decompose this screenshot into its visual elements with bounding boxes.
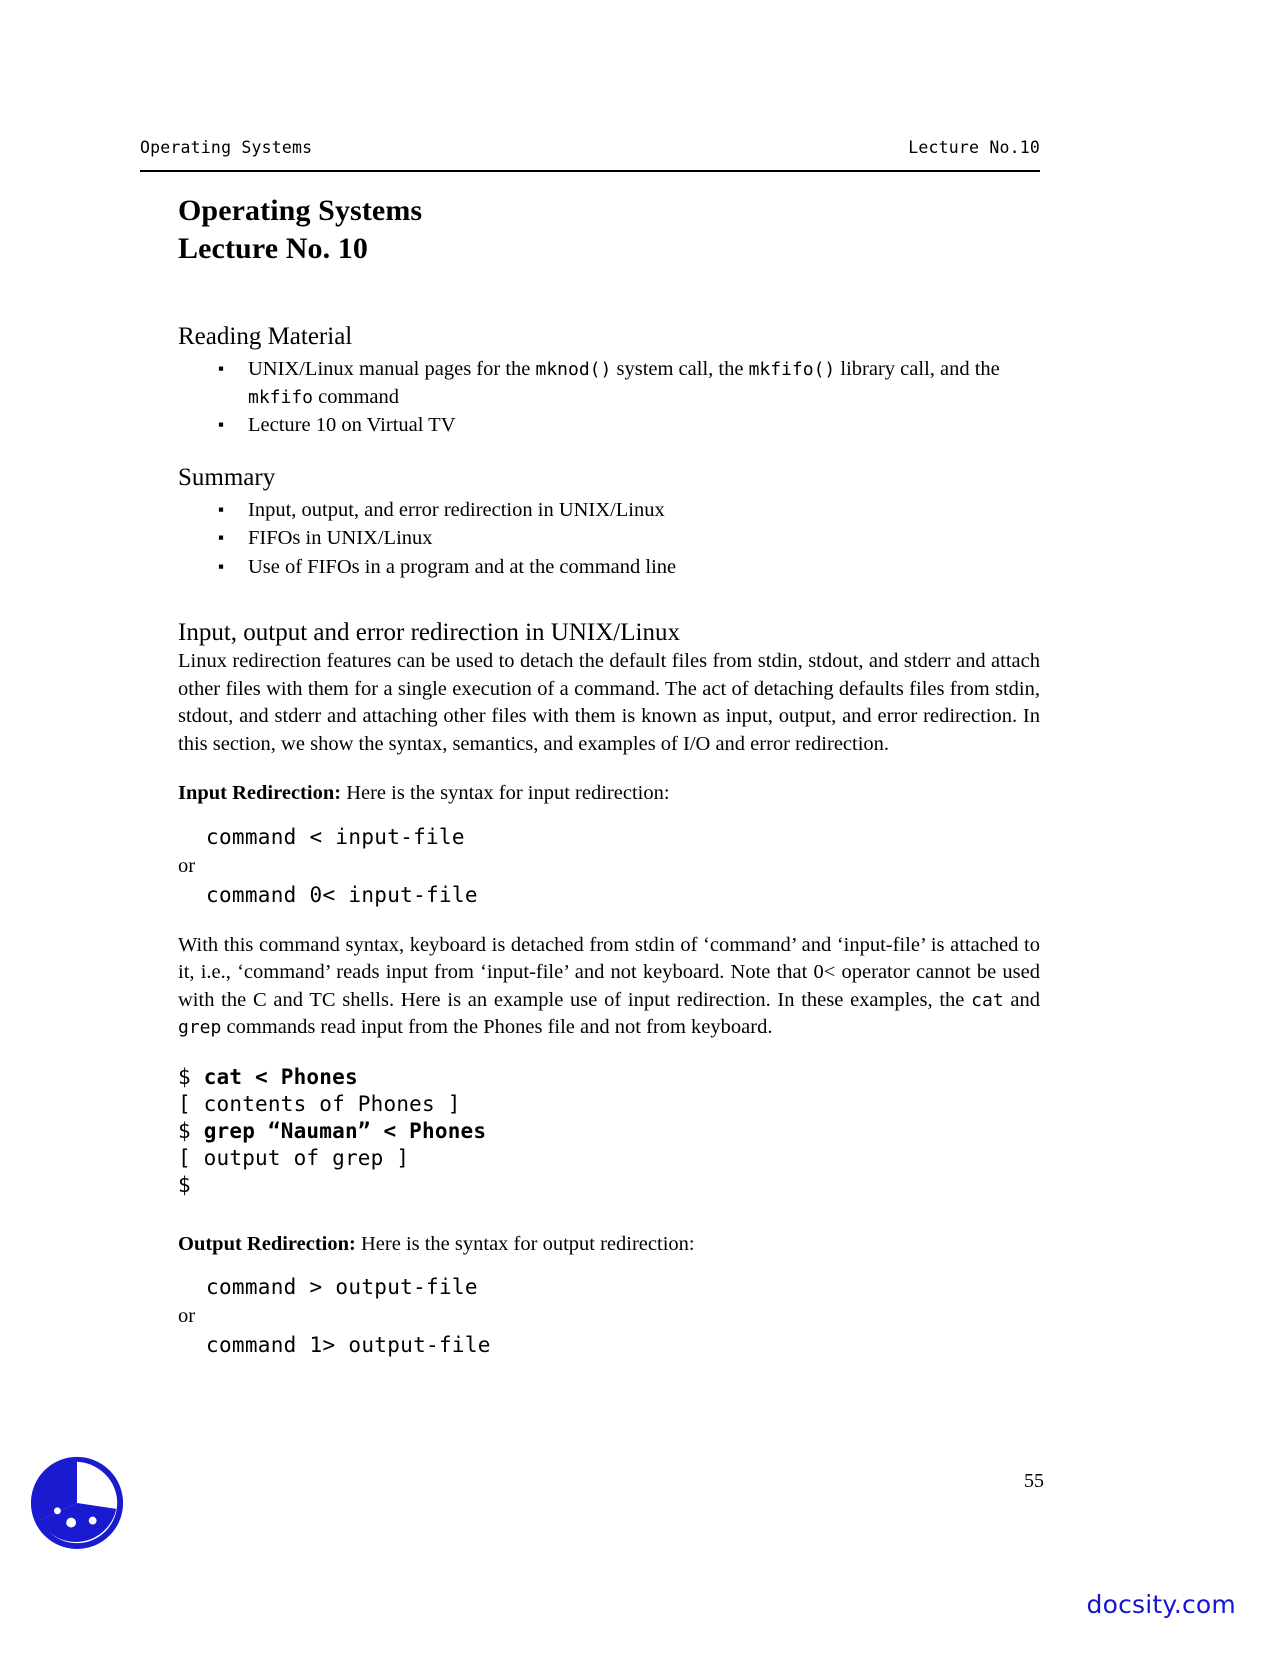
summary-list (178, 497, 1040, 582)
terminal-output: [ output of grep ] (178, 1145, 410, 1170)
terminal-line (178, 1064, 1040, 1091)
output-redirection-syntax-2: command 1> output-file (206, 1333, 491, 1357)
bullet-text: Lecture 10 on Virtual TV (248, 414, 456, 436)
bullet-text: Input, output, and error redirection in UNIX/Linux (248, 498, 665, 521)
list-item (218, 525, 1040, 553)
bullet-text: UNIX/Linux manual pages for the mknod() system call, the mkfifo() library call, and the mkfifo command (248, 358, 1000, 408)
terminal-line (178, 1145, 1040, 1172)
page-title-line2: Lecture No. 10 (178, 232, 368, 265)
docsity-watermark: docsity.com (1086, 1590, 1236, 1619)
document-body (178, 192, 1040, 1360)
running-head-right: Lecture No.10 (908, 138, 1040, 157)
input-redirection-syntax-2: command 0< input-file (206, 882, 478, 907)
running-head-left: Operating Systems (140, 138, 313, 157)
input-redirection-syntax-1: command < input-file (206, 824, 465, 849)
list-item (218, 497, 1040, 525)
terminal-prompt: $ (178, 1118, 204, 1143)
redirection-intro-paragraph: Linux redirection features can be used to detach the default files from stdin, stdout, and stderr and attach other files with them for a single execution of a command. The act of detaching defaults files from stdin, stdout, and stderr and attaching other files with them is known as input, output, and error redirection. In this section, we show the syntax, semantics, and examples of I/O and error redirection. (178, 650, 1040, 755)
page-title-line1: Operating Systems (178, 194, 423, 227)
terminal-command: grep “Nauman” < Phones (203, 1118, 487, 1143)
terminal-prompt: $ (178, 1064, 204, 1089)
terminal-line (178, 1091, 1040, 1118)
output-redirection-syntax-1: command > output-file (206, 1275, 478, 1299)
list-item (218, 356, 1040, 411)
output-redirection-label: Output Redirection: (178, 1232, 356, 1255)
docsity-logo-icon (28, 1452, 126, 1550)
terminal-line (178, 1118, 1040, 1145)
summary-heading: Summary (178, 463, 276, 491)
list-item (218, 412, 1040, 440)
input-redirection-or: or (178, 854, 196, 877)
redirection-heading: Input, output and error redirection in UNIX/Linux (178, 619, 680, 646)
page-title (178, 192, 1040, 268)
input-redirection-lead (178, 780, 1040, 808)
header-divider (140, 170, 1040, 172)
terminal-output: [ contents of Phones ] (178, 1091, 461, 1116)
terminal-line (178, 1172, 1040, 1199)
list-item (218, 554, 1040, 582)
input-redirection-terminal-example (178, 1064, 1040, 1199)
page-number: 55 (1024, 1470, 1044, 1492)
terminal-prompt: $ (178, 1172, 191, 1197)
input-redirection-lead-rest: Here is the syntax for input redirection: (341, 782, 670, 804)
output-redirection-or: or (178, 1305, 196, 1327)
running-head (140, 138, 1040, 157)
bullet-text: FIFOs in UNIX/Linux (248, 527, 433, 549)
reading-material-heading: Reading Material (178, 323, 353, 350)
output-redirection-lead (178, 1231, 1040, 1259)
reading-material-list (178, 356, 1040, 440)
bullet-text: Use of FIFOs in a program and at the command line (248, 555, 677, 578)
terminal-command: cat < Phones (203, 1064, 358, 1089)
output-redirection-lead-rest: Here is the syntax for output redirection: (355, 1232, 695, 1255)
input-redirection-explanation: With this command syntax, keyboard is detached from stdin of ‘command’ and ‘input-file’ is attached to it, i.e., ‘command’ reads input from ‘input-file’ and not keyboard. Note that 0< operator cannot be used with the C and TC shells. Here is an example use of input redirection. In these examples, the cat and grep commands read input from the Phones file and not from keyboard. (178, 933, 1040, 1038)
input-redirection-label: Input Redirection: (178, 782, 342, 804)
